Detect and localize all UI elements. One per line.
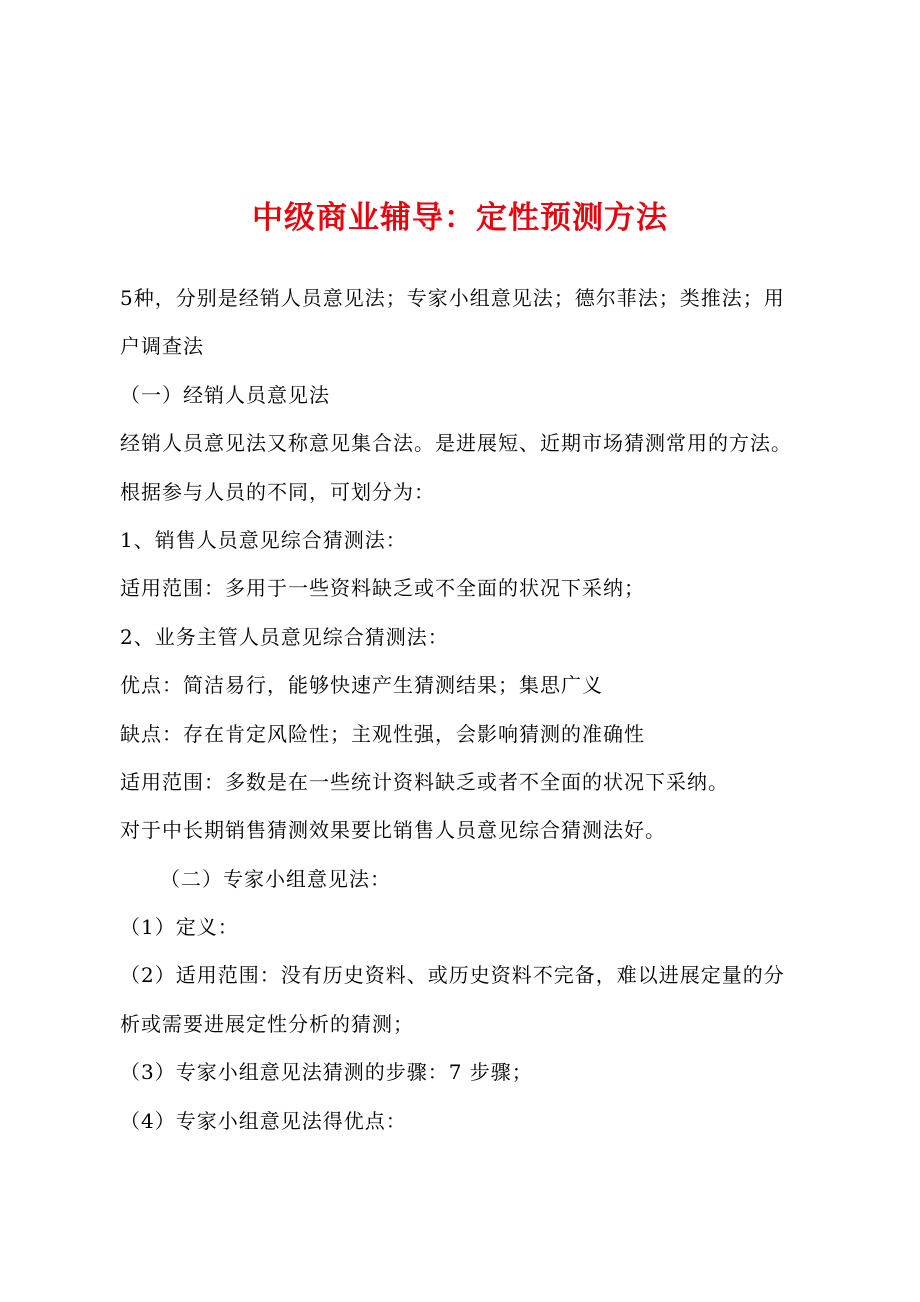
text-line: 适用范围：多数是在一些统计资料缺乏或者不全面的状况下采纳。 bbox=[120, 769, 729, 794]
section-heading: （一）经销人员意见法 bbox=[120, 382, 330, 407]
text-line: （1）定义： bbox=[120, 915, 239, 940]
text-line: 适用范围：多用于一些资料缺乏或不全面的状况下采纳； bbox=[120, 576, 645, 601]
text-line: 5种，分别是经销人员意见法；专家小组意见法；德尔菲法；类推法；用 bbox=[120, 286, 785, 310]
text-line: 经销人员意见法又称意见集合法。是进展短、近期市场猜测常用的方法。 bbox=[120, 431, 792, 456]
text-line: （3）专家小组意见法猜测的步骤：7 步骤； bbox=[120, 1060, 533, 1085]
text-line: 优点：简洁易行，能够快速产生猜测结果；集思广义 bbox=[120, 673, 603, 698]
text-line: 对于中长期销售猜测效果要比销售人员意见综合猜测法好。 bbox=[120, 818, 666, 843]
document-body bbox=[120, 274, 860, 1145]
text-line: 根据参与人员的不同，可划分为： bbox=[120, 479, 435, 504]
text-line: 1、销售人员意见综合猜测法： bbox=[120, 527, 407, 552]
section-heading: （二）专家小组意见法： bbox=[160, 866, 391, 891]
text-line: 析或需要进展定性分析的猜测； bbox=[120, 1011, 414, 1036]
text-line: 户调查法 bbox=[120, 334, 204, 359]
text-line: 缺点：存在肯定风险性；主观性强，会影响猜测的准确性 bbox=[120, 721, 645, 746]
text-line: 2、业务主管人员意见综合猜测法： bbox=[120, 624, 449, 649]
text-line: （4）专家小组意见法得优点： bbox=[120, 1108, 407, 1133]
text-line: （2）适用范围：没有历史资料、或历史资料不完备，难以进展定量的分 bbox=[120, 963, 785, 988]
document-title: 中级商业辅导：定性预测方法 bbox=[252, 200, 668, 236]
